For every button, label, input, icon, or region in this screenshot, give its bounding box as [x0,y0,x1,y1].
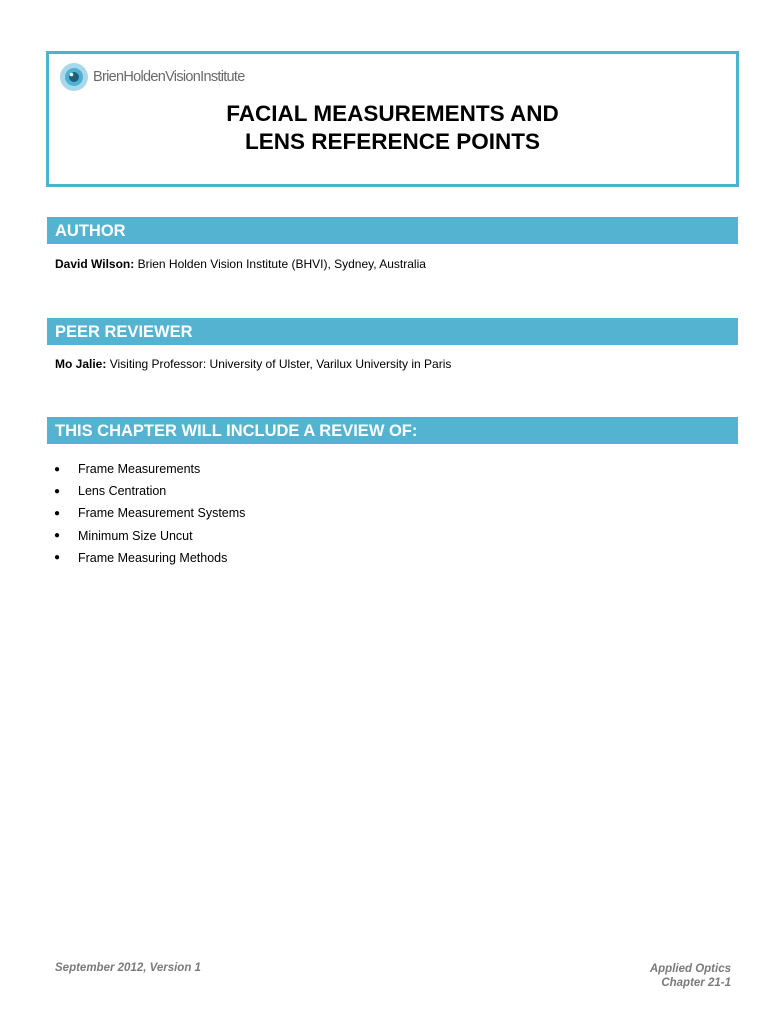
list-item-label: Frame Measuring Methods [78,550,228,565]
title-header-box [46,51,739,187]
list-item [52,480,245,502]
author-heading: AUTHOR [47,217,738,244]
list-item-label: Minimum Size Uncut [78,528,193,543]
author-affiliation: Brien Holden Vision Institute (BHVI), Sydney, Australia [137,257,426,271]
eye-logo-icon [59,62,89,92]
title-line-2: LENS REFERENCE POINTS [244,129,541,154]
logo-text: BrienHoldenVisionInstitute [93,69,245,85]
bullet-icon: ● [54,552,61,564]
reviewer-line [55,357,451,371]
author-name: David Wilson: [55,257,135,271]
peer-reviewer-heading: PEER REVIEWER [47,318,738,345]
reviewer-name: Mo Jalie: [55,357,107,371]
footer-date-version: September 2012, Version 1 [55,962,201,974]
list-item [52,502,245,524]
chapter-review-heading: THIS CHAPTER WILL INCLUDE A REVIEW OF: [47,417,738,444]
list-item-label: Frame Measurements [78,462,201,477]
bullet-icon: ● [54,507,61,519]
footer-chapter-number: Chapter 21-1 [661,977,731,989]
bullet-icon: ● [54,485,61,497]
page-title [49,100,736,156]
list-item [52,547,245,569]
footer-book-title: Applied Optics [649,963,731,975]
list-item [52,525,245,547]
bullet-icon: ● [54,463,61,475]
title-line-1: FACIAL MEASUREMENTS AND [226,101,559,126]
list-item-label: Lens Centration [78,484,167,499]
bullet-icon: ● [54,530,61,542]
reviewer-affiliation: Visiting Professor: University of Ulster, Varilux University in Paris [109,357,452,371]
list-item [52,458,245,480]
author-line [55,257,426,271]
list-item-label: Frame Measurement Systems [78,506,246,521]
institute-logo [59,62,245,92]
footer-chapter-info [650,962,731,990]
review-topic-list [52,458,245,569]
